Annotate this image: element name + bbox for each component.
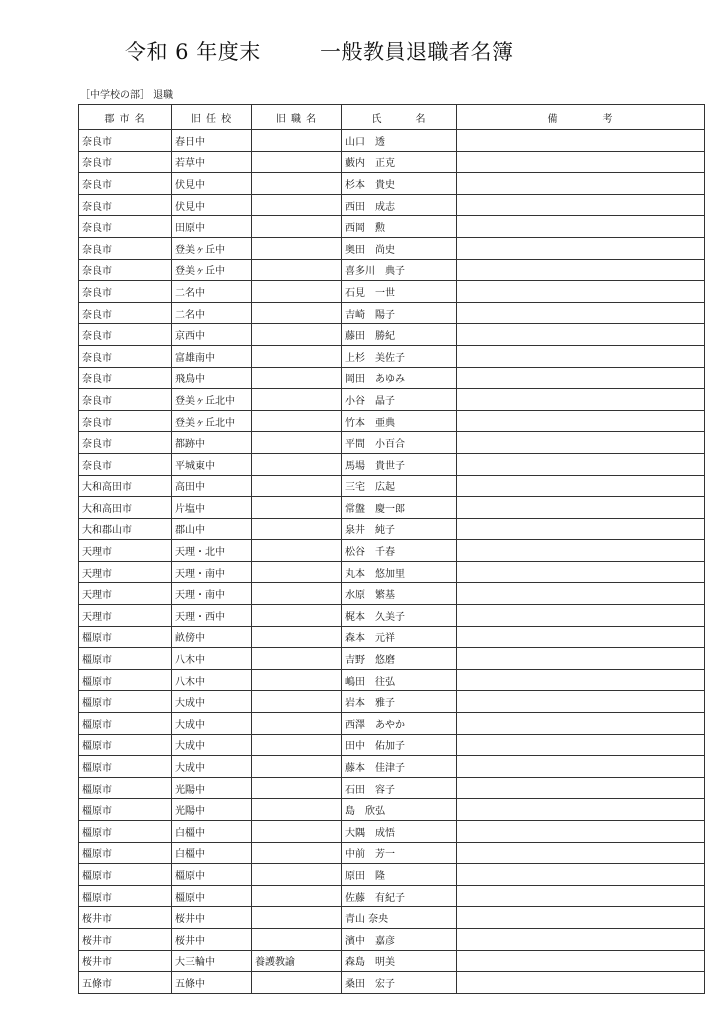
cell-name: 西田 成志 (342, 194, 457, 216)
cell-school: 天理・南中 (172, 561, 252, 583)
table-row (79, 648, 705, 670)
cell-position (252, 648, 342, 670)
cell-city: 奈良市 (79, 216, 172, 238)
cell-city: 奈良市 (79, 367, 172, 389)
cell-remarks (457, 821, 705, 843)
cell-remarks (457, 497, 705, 519)
cell-remarks (457, 453, 705, 475)
cell-city: 奈良市 (79, 281, 172, 303)
cell-school: 橿原中 (172, 885, 252, 907)
cell-position (252, 130, 342, 152)
cell-city: 天理市 (79, 540, 172, 562)
cell-position (252, 367, 342, 389)
header-school: 旧 任 校 (172, 105, 252, 130)
table-row (79, 453, 705, 475)
cell-position (252, 885, 342, 907)
cell-remarks (457, 756, 705, 778)
cell-school: 橿原中 (172, 864, 252, 886)
cell-school: 桜井中 (172, 928, 252, 950)
cell-school: 伏見中 (172, 194, 252, 216)
cell-school: 富雄南中 (172, 345, 252, 367)
cell-school: 五條中 (172, 972, 252, 994)
cell-remarks (457, 173, 705, 195)
table-row (79, 756, 705, 778)
cell-remarks (457, 151, 705, 173)
cell-name: 青山 奈央 (342, 907, 457, 929)
cell-position (252, 561, 342, 583)
cell-school: 飛鳥中 (172, 367, 252, 389)
cell-position (252, 626, 342, 648)
cell-city: 橿原市 (79, 713, 172, 735)
cell-city: 天理市 (79, 561, 172, 583)
cell-remarks (457, 799, 705, 821)
cell-position (252, 281, 342, 303)
table-row (79, 389, 705, 411)
cell-school: 大成中 (172, 713, 252, 735)
cell-name: 小谷 晶子 (342, 389, 457, 411)
table-row (79, 130, 705, 152)
cell-position (252, 410, 342, 432)
table-row (79, 561, 705, 583)
cell-school: 八木中 (172, 648, 252, 670)
cell-school: 天理・西中 (172, 605, 252, 627)
title-main: 一般教員退職者名簿 (320, 40, 514, 64)
table-row (79, 907, 705, 929)
retiree-table (78, 104, 705, 994)
cell-city: 大和高田市 (79, 497, 172, 519)
table-row (79, 669, 705, 691)
cell-school: 郡山中 (172, 518, 252, 540)
cell-school: 春日中 (172, 130, 252, 152)
header-city: 郡 市 名 (79, 105, 172, 130)
cell-remarks (457, 907, 705, 929)
cell-position (252, 518, 342, 540)
table-row (79, 583, 705, 605)
cell-city: 奈良市 (79, 410, 172, 432)
cell-position (252, 302, 342, 324)
cell-name: 馬場 貴世子 (342, 453, 457, 475)
cell-name: 喜多川 典子 (342, 259, 457, 281)
cell-position (252, 151, 342, 173)
table-row (79, 151, 705, 173)
cell-remarks (457, 367, 705, 389)
section-label: ［中学校の部］ 退職 (80, 90, 174, 101)
cell-city: 奈良市 (79, 237, 172, 259)
cell-city: 奈良市 (79, 130, 172, 152)
cell-name: 島 欣弘 (342, 799, 457, 821)
cell-city: 橿原市 (79, 626, 172, 648)
cell-position (252, 821, 342, 843)
cell-position (252, 389, 342, 411)
cell-position (252, 605, 342, 627)
cell-position (252, 259, 342, 281)
cell-position (252, 928, 342, 950)
table-row (79, 345, 705, 367)
cell-city: 天理市 (79, 583, 172, 605)
table-row (79, 885, 705, 907)
cell-school: 光陽中 (172, 777, 252, 799)
table-row (79, 259, 705, 281)
cell-remarks (457, 713, 705, 735)
cell-remarks (457, 734, 705, 756)
cell-city: 橿原市 (79, 864, 172, 886)
cell-remarks (457, 432, 705, 454)
cell-remarks (457, 691, 705, 713)
cell-remarks (457, 648, 705, 670)
table-row (79, 497, 705, 519)
cell-name: 岩本 雅子 (342, 691, 457, 713)
table-row (79, 950, 705, 972)
cell-name: 山口 透 (342, 130, 457, 152)
cell-remarks (457, 237, 705, 259)
cell-position (252, 237, 342, 259)
cell-city: 桜井市 (79, 907, 172, 929)
table-row (79, 324, 705, 346)
cell-name: 佐藤 有紀子 (342, 885, 457, 907)
cell-city: 橿原市 (79, 756, 172, 778)
cell-name: 大隅 成悟 (342, 821, 457, 843)
cell-city: 奈良市 (79, 259, 172, 281)
table-row (79, 475, 705, 497)
cell-name: 平間 小百合 (342, 432, 457, 454)
cell-position: 養護教諭 (252, 950, 342, 972)
cell-remarks (457, 518, 705, 540)
cell-name: 濱中 嘉彦 (342, 928, 457, 950)
cell-school: 登美ヶ丘北中 (172, 389, 252, 411)
cell-city: 奈良市 (79, 453, 172, 475)
header-remarks: 備 考 (457, 105, 705, 130)
cell-city: 奈良市 (79, 151, 172, 173)
cell-school: 田原中 (172, 216, 252, 238)
cell-position (252, 734, 342, 756)
cell-remarks (457, 583, 705, 605)
cell-school: 若草中 (172, 151, 252, 173)
cell-position (252, 583, 342, 605)
cell-name: 梶本 久美子 (342, 605, 457, 627)
cell-city: 奈良市 (79, 194, 172, 216)
cell-city: 五條市 (79, 972, 172, 994)
table-row (79, 842, 705, 864)
cell-school: 白橿中 (172, 842, 252, 864)
cell-name: 吉野 悠磨 (342, 648, 457, 670)
cell-school: 登美ヶ丘中 (172, 259, 252, 281)
cell-name: 上杉 美佐子 (342, 345, 457, 367)
cell-remarks (457, 324, 705, 346)
cell-remarks (457, 928, 705, 950)
table-row (79, 734, 705, 756)
cell-position (252, 907, 342, 929)
cell-position (252, 756, 342, 778)
table-row (79, 540, 705, 562)
table-body (79, 130, 705, 994)
title-era: 令和 6 年度末 (125, 40, 261, 64)
table-row (79, 777, 705, 799)
table-row (79, 173, 705, 195)
header-position: 旧 職 名 (252, 105, 342, 130)
cell-school: 大成中 (172, 756, 252, 778)
table-row (79, 928, 705, 950)
table-row (79, 367, 705, 389)
cell-remarks (457, 842, 705, 864)
cell-name: 岡田 あゆみ (342, 367, 457, 389)
table-row (79, 713, 705, 735)
cell-city: 奈良市 (79, 432, 172, 454)
cell-school: 登美ヶ丘中 (172, 237, 252, 259)
cell-name: 竹本 亜典 (342, 410, 457, 432)
cell-position (252, 216, 342, 238)
cell-city: 大和郡山市 (79, 518, 172, 540)
table-row (79, 799, 705, 821)
cell-school: 片塩中 (172, 497, 252, 519)
table-row (79, 216, 705, 238)
cell-city: 橿原市 (79, 777, 172, 799)
cell-school: 都跡中 (172, 432, 252, 454)
cell-name: 原田 隆 (342, 864, 457, 886)
cell-name: 藤本 佳津子 (342, 756, 457, 778)
cell-school: 天理・南中 (172, 583, 252, 605)
cell-position (252, 475, 342, 497)
cell-remarks (457, 669, 705, 691)
cell-name: 森本 元祥 (342, 626, 457, 648)
table-row (79, 194, 705, 216)
cell-name: 中前 芳一 (342, 842, 457, 864)
cell-school: 大成中 (172, 734, 252, 756)
table-row (79, 432, 705, 454)
cell-city: 橿原市 (79, 885, 172, 907)
cell-remarks (457, 864, 705, 886)
cell-city: 奈良市 (79, 324, 172, 346)
cell-city: 橿原市 (79, 734, 172, 756)
cell-school: 二名中 (172, 302, 252, 324)
cell-name: 常盤 慶一郎 (342, 497, 457, 519)
cell-position (252, 864, 342, 886)
cell-city: 橿原市 (79, 691, 172, 713)
cell-city: 奈良市 (79, 302, 172, 324)
cell-school: 高田中 (172, 475, 252, 497)
cell-name: 松谷 千春 (342, 540, 457, 562)
cell-city: 天理市 (79, 605, 172, 627)
cell-remarks (457, 345, 705, 367)
cell-position (252, 540, 342, 562)
table-row (79, 691, 705, 713)
cell-city: 大和高田市 (79, 475, 172, 497)
cell-school: 登美ヶ丘北中 (172, 410, 252, 432)
table-row (79, 864, 705, 886)
cell-position (252, 713, 342, 735)
cell-position (252, 972, 342, 994)
cell-name: 石田 容子 (342, 777, 457, 799)
cell-position (252, 691, 342, 713)
cell-name: 森島 明美 (342, 950, 457, 972)
cell-school: 白橿中 (172, 821, 252, 843)
cell-name: 西澤 あやか (342, 713, 457, 735)
cell-city: 奈良市 (79, 389, 172, 411)
table-row (79, 302, 705, 324)
table-row (79, 605, 705, 627)
cell-city: 桜井市 (79, 950, 172, 972)
cell-name: 杉本 貴史 (342, 173, 457, 195)
cell-name: 嶋田 往弘 (342, 669, 457, 691)
cell-school: 光陽中 (172, 799, 252, 821)
cell-position (252, 345, 342, 367)
cell-school: 大成中 (172, 691, 252, 713)
cell-position (252, 842, 342, 864)
cell-city: 橿原市 (79, 842, 172, 864)
cell-name: 吉崎 陽子 (342, 302, 457, 324)
cell-school: 伏見中 (172, 173, 252, 195)
cell-position (252, 497, 342, 519)
cell-position (252, 324, 342, 346)
cell-name: 水原 繁基 (342, 583, 457, 605)
cell-name: 泉井 純子 (342, 518, 457, 540)
cell-city: 奈良市 (79, 345, 172, 367)
cell-position (252, 194, 342, 216)
header-name: 氏 名 (342, 105, 457, 130)
cell-remarks (457, 777, 705, 799)
cell-city: 桜井市 (79, 928, 172, 950)
table-row (79, 626, 705, 648)
cell-remarks (457, 216, 705, 238)
cell-remarks (457, 605, 705, 627)
cell-remarks (457, 281, 705, 303)
cell-city: 橿原市 (79, 821, 172, 843)
cell-school: 京西中 (172, 324, 252, 346)
cell-position (252, 453, 342, 475)
cell-name: 石見 一世 (342, 281, 457, 303)
cell-school: 天理・北中 (172, 540, 252, 562)
cell-position (252, 432, 342, 454)
cell-name: 三宅 広起 (342, 475, 457, 497)
cell-position (252, 173, 342, 195)
cell-name: 藤田 勝紀 (342, 324, 457, 346)
cell-remarks (457, 972, 705, 994)
cell-remarks (457, 194, 705, 216)
cell-city: 橿原市 (79, 669, 172, 691)
cell-name: 桑田 宏子 (342, 972, 457, 994)
cell-school: 大三輪中 (172, 950, 252, 972)
table-row (79, 518, 705, 540)
cell-remarks (457, 475, 705, 497)
table-row (79, 281, 705, 303)
cell-name: 西岡 勲 (342, 216, 457, 238)
cell-position (252, 799, 342, 821)
cell-remarks (457, 410, 705, 432)
cell-city: 橿原市 (79, 648, 172, 670)
cell-remarks (457, 130, 705, 152)
cell-school: 八木中 (172, 669, 252, 691)
cell-position (252, 777, 342, 799)
cell-remarks (457, 885, 705, 907)
cell-school: 二名中 (172, 281, 252, 303)
cell-remarks (457, 950, 705, 972)
cell-city: 奈良市 (79, 173, 172, 195)
cell-remarks (457, 561, 705, 583)
table-row (79, 237, 705, 259)
cell-remarks (457, 540, 705, 562)
cell-city: 橿原市 (79, 799, 172, 821)
cell-name: 丸本 悠加里 (342, 561, 457, 583)
table-row (79, 821, 705, 843)
cell-name: 奥田 尚史 (342, 237, 457, 259)
table-row (79, 410, 705, 432)
table-header-row (79, 105, 705, 130)
cell-name: 田中 佑加子 (342, 734, 457, 756)
cell-remarks (457, 259, 705, 281)
cell-position (252, 669, 342, 691)
cell-school: 畝傍中 (172, 626, 252, 648)
cell-remarks (457, 302, 705, 324)
cell-remarks (457, 389, 705, 411)
table-row (79, 972, 705, 994)
cell-school: 桜井中 (172, 907, 252, 929)
cell-remarks (457, 626, 705, 648)
cell-school: 平城東中 (172, 453, 252, 475)
cell-name: 藪内 正克 (342, 151, 457, 173)
